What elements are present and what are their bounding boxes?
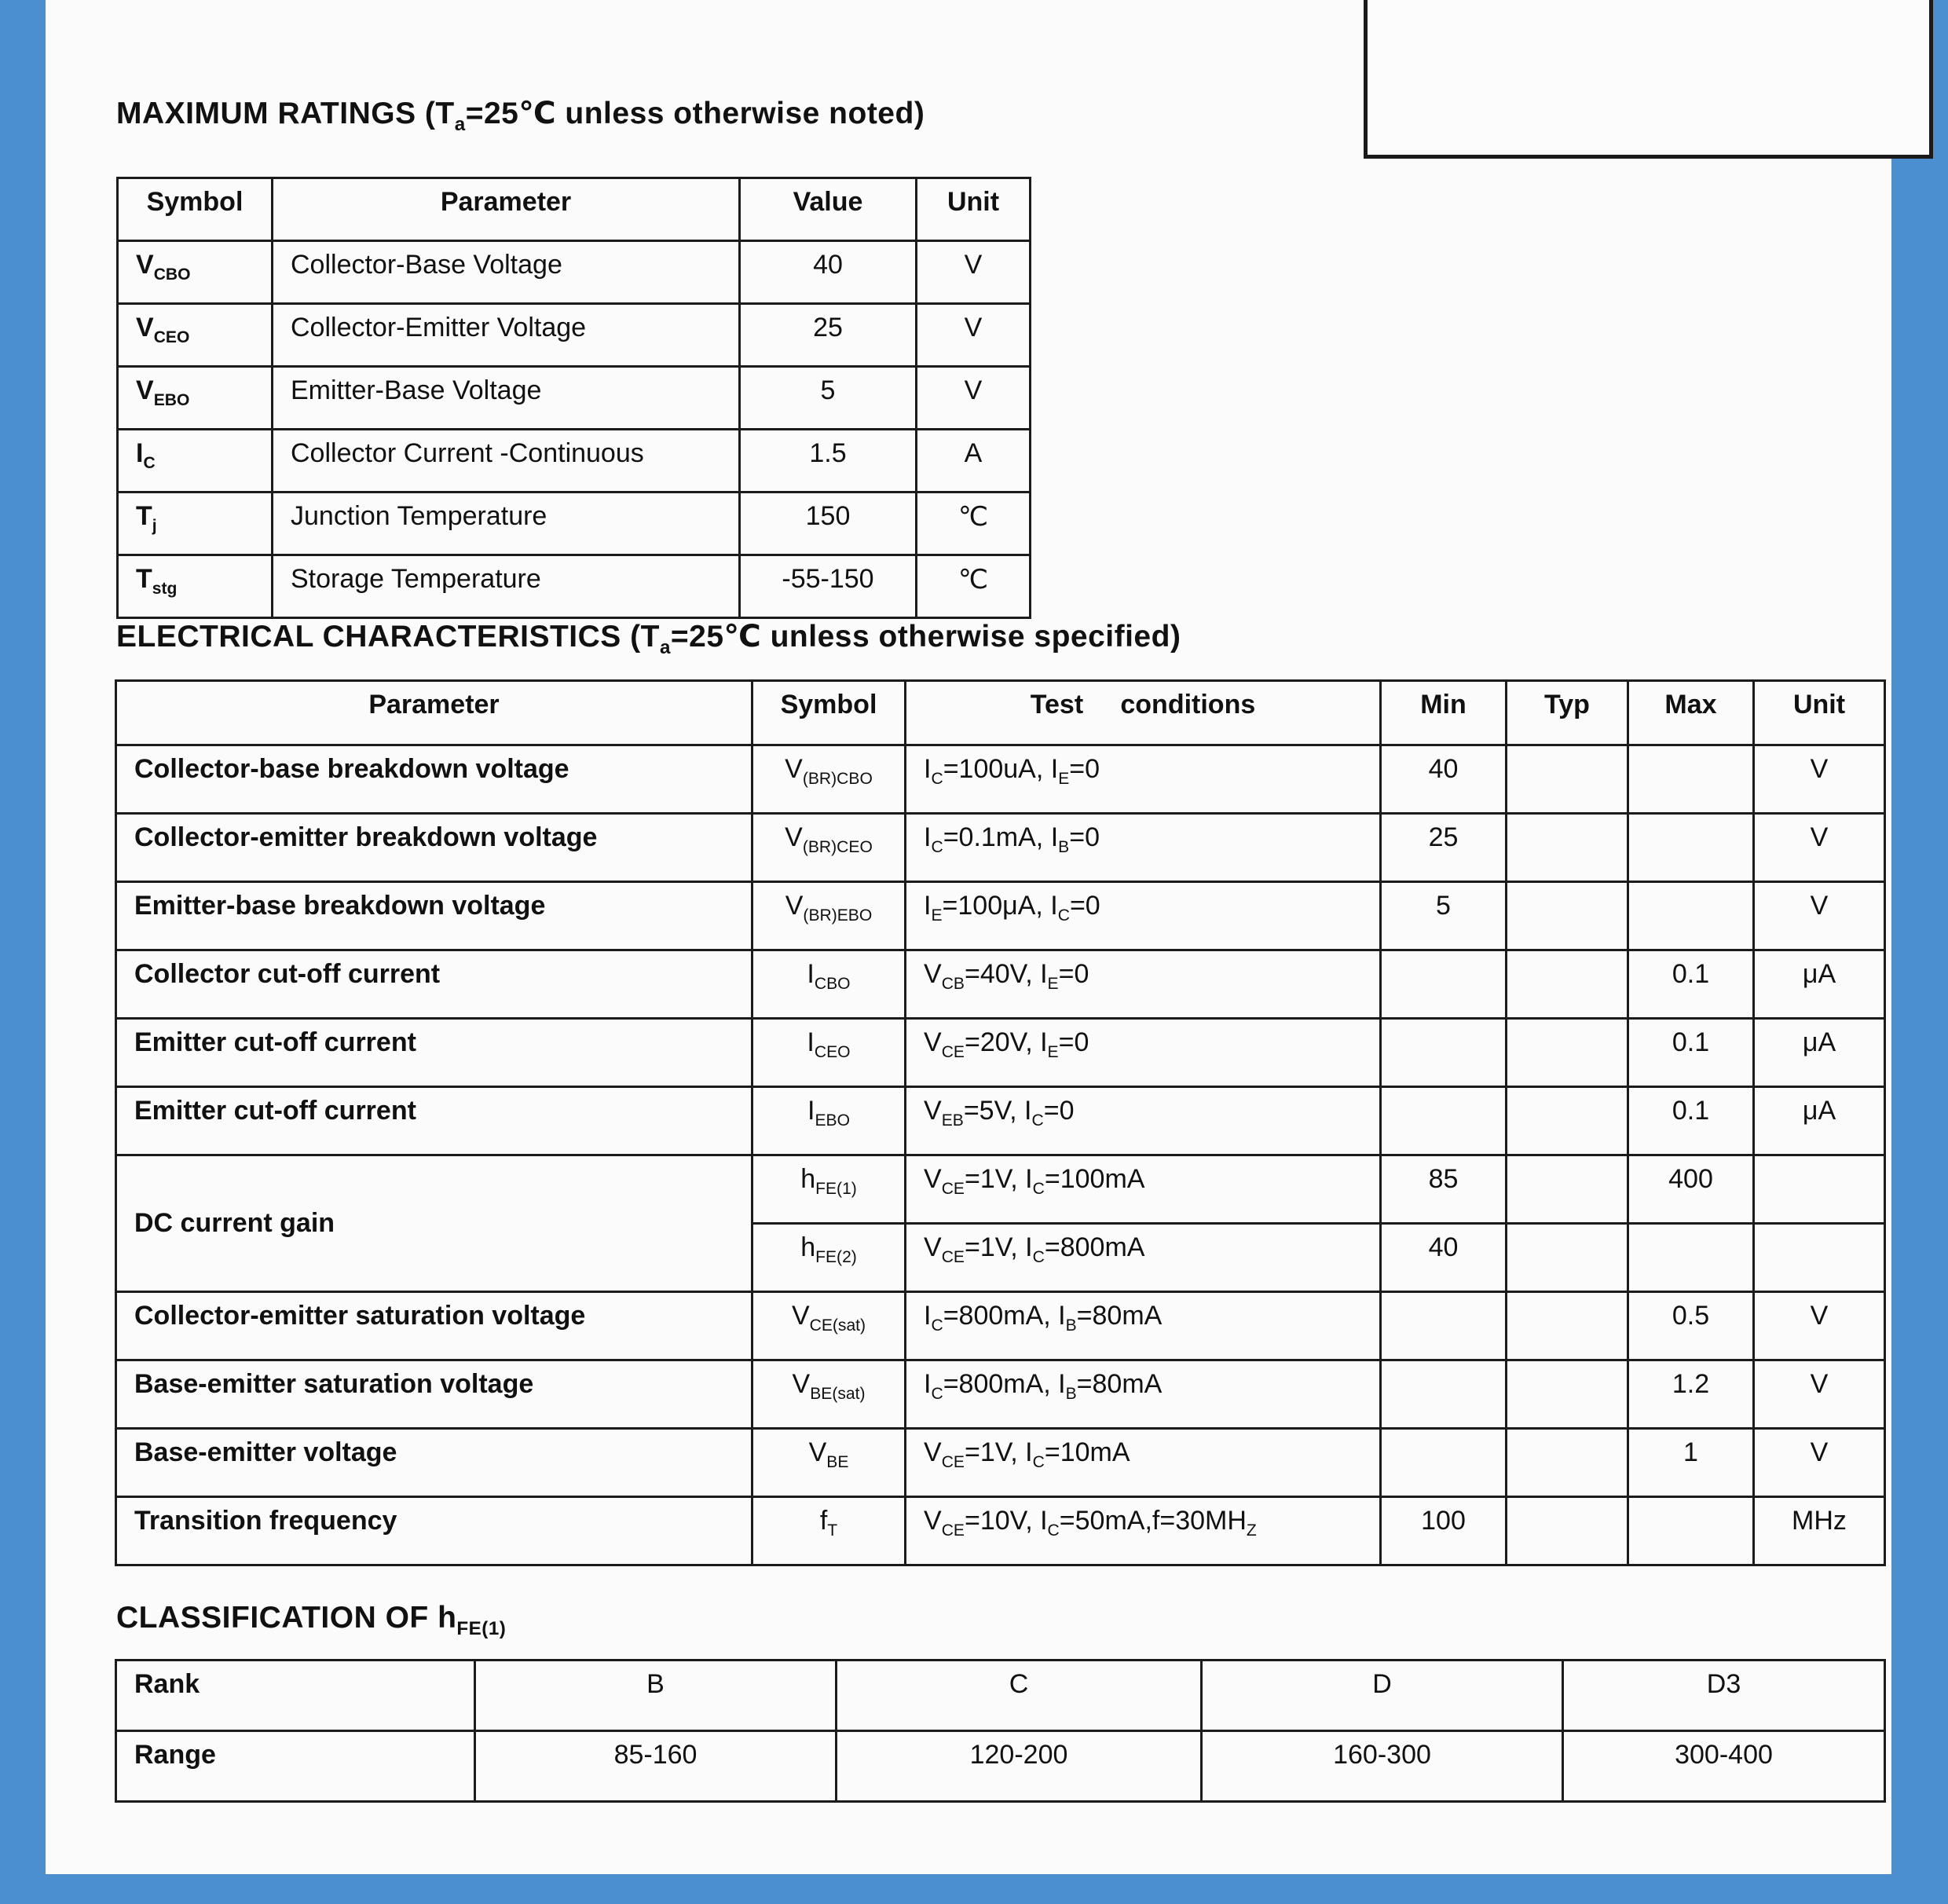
cell-symbol: $I_{CEO}$ bbox=[752, 1019, 906, 1087]
table-row bbox=[116, 1292, 1885, 1360]
cell-conditions: $V_{CB}=40V$, $I_E=0$ bbox=[906, 950, 1381, 1019]
cell-parameter: Emitter-base breakdown voltage bbox=[116, 882, 752, 950]
cell-max: 0.5 bbox=[1628, 1292, 1754, 1360]
cell-parameter: Base-emitter voltage bbox=[116, 1429, 752, 1497]
table-row bbox=[118, 430, 1031, 492]
cell-conditions: $I_C=800mA$, $I_B=80mA$ bbox=[906, 1292, 1381, 1360]
table-row bbox=[118, 304, 1031, 367]
header-value: Value bbox=[740, 178, 917, 241]
cell-unit: ℃ bbox=[917, 492, 1031, 555]
cell-min: 5 bbox=[1381, 882, 1507, 950]
cell-rank-label: Rank bbox=[116, 1661, 475, 1731]
cell-parameter: Collector Current -Continuous bbox=[273, 430, 740, 492]
cell-unit: μA bbox=[1754, 950, 1885, 1019]
cell-symbol: $T_{stg}$ bbox=[118, 555, 273, 618]
table-row bbox=[118, 555, 1031, 618]
cell-range: 300-400 bbox=[1563, 1731, 1885, 1802]
cell-max: 0.1 bbox=[1628, 1087, 1754, 1155]
cell-value: -55-150 bbox=[740, 555, 917, 618]
table-row bbox=[116, 1731, 1885, 1802]
cell-conditions: $V_{CE}=10V$, $I_C=50mA,f=30MH_Z$ bbox=[906, 1497, 1381, 1565]
cell-unit bbox=[1754, 1224, 1885, 1292]
cell-unit: V bbox=[1754, 1360, 1885, 1429]
cell-value: 25 bbox=[740, 304, 917, 367]
cell-parameter: Collector-Emitter Voltage bbox=[273, 304, 740, 367]
cell-min: 40 bbox=[1381, 1224, 1507, 1292]
cell-symbol: $V_{CE(sat)}$ bbox=[752, 1292, 906, 1360]
cell-typ bbox=[1507, 1429, 1628, 1497]
cell-symbol: $I_C$ bbox=[118, 430, 273, 492]
cell-unit bbox=[1754, 1155, 1885, 1224]
cell-parameter: Base-emitter saturation voltage bbox=[116, 1360, 752, 1429]
cell-unit: V bbox=[917, 367, 1031, 430]
cell-range: 85-160 bbox=[475, 1731, 837, 1802]
cell-max bbox=[1628, 1497, 1754, 1565]
cell-rank: D3 bbox=[1563, 1661, 1885, 1731]
table-row bbox=[116, 882, 1885, 950]
cell-unit: V bbox=[1754, 1429, 1885, 1497]
cell-min: 100 bbox=[1381, 1497, 1507, 1565]
cell-typ bbox=[1507, 1155, 1628, 1224]
cell-symbol: $h_{FE(1)}$ bbox=[752, 1155, 906, 1224]
cell-rank: B bbox=[475, 1661, 837, 1731]
table-row bbox=[116, 814, 1885, 882]
cell-range: 160-300 bbox=[1202, 1731, 1563, 1802]
cell-unit: V bbox=[917, 304, 1031, 367]
cell-parameter: Collector-emitter saturation voltage bbox=[116, 1292, 752, 1360]
electrical-characteristics-table bbox=[115, 679, 1886, 1566]
table-row bbox=[116, 1087, 1885, 1155]
cell-min bbox=[1381, 1429, 1507, 1497]
cell-symbol: $V_{(BR)EBO}$ bbox=[752, 882, 906, 950]
cell-symbol: $T_j$ bbox=[118, 492, 273, 555]
table-row bbox=[116, 1155, 1885, 1224]
cell-parameter: Collector cut-off current bbox=[116, 950, 752, 1019]
header-typ: Typ bbox=[1507, 681, 1628, 745]
table-row bbox=[118, 492, 1031, 555]
header-unit: Unit bbox=[1754, 681, 1885, 745]
cell-typ bbox=[1507, 1224, 1628, 1292]
cell-typ bbox=[1507, 882, 1628, 950]
cell-max bbox=[1628, 814, 1754, 882]
table-row bbox=[118, 241, 1031, 304]
header-unit: Unit bbox=[917, 178, 1031, 241]
cell-conditions: $V_{CE}=1V$, $I_C=100mA$ bbox=[906, 1155, 1381, 1224]
cell-parameter: Collector-base breakdown voltage bbox=[116, 745, 752, 814]
cell-rank: D bbox=[1202, 1661, 1563, 1731]
cell-unit: μA bbox=[1754, 1019, 1885, 1087]
header-max: Max bbox=[1628, 681, 1754, 745]
max-ratings-table bbox=[116, 177, 1031, 619]
cell-min: 25 bbox=[1381, 814, 1507, 882]
header-test-conditions: Test conditions bbox=[906, 681, 1381, 745]
cell-typ bbox=[1507, 745, 1628, 814]
table-row bbox=[116, 1661, 1885, 1731]
cell-symbol: $V_{EBO}$ bbox=[118, 367, 273, 430]
cell-unit: A bbox=[917, 430, 1031, 492]
cell-max: 400 bbox=[1628, 1155, 1754, 1224]
cell-conditions: $V_{CE}=1V$, $I_C=10mA$ bbox=[906, 1429, 1381, 1497]
table-row bbox=[116, 745, 1885, 814]
cell-parameter: Emitter cut-off current bbox=[116, 1087, 752, 1155]
classification-title: CLASSIFICATION OF $h_{FE(1)}$ bbox=[116, 1601, 507, 1639]
cell-symbol: $I_{EBO}$ bbox=[752, 1087, 906, 1155]
cell-max: 1.2 bbox=[1628, 1360, 1754, 1429]
cell-value: 1.5 bbox=[740, 430, 917, 492]
cell-unit: V bbox=[1754, 814, 1885, 882]
header-min: Min bbox=[1381, 681, 1507, 745]
cell-unit: V bbox=[1754, 882, 1885, 950]
cell-unit: V bbox=[917, 241, 1031, 304]
cell-range-label: Range bbox=[116, 1731, 475, 1802]
cell-max: 0.1 bbox=[1628, 1019, 1754, 1087]
header-parameter: Parameter bbox=[273, 178, 740, 241]
cell-unit: V bbox=[1754, 745, 1885, 814]
table-header-row bbox=[116, 681, 1885, 745]
table-row bbox=[116, 1019, 1885, 1087]
table-row bbox=[116, 1360, 1885, 1429]
cell-min bbox=[1381, 1019, 1507, 1087]
cell-value: 150 bbox=[740, 492, 917, 555]
cell-typ bbox=[1507, 950, 1628, 1019]
cell-max: 0.1 bbox=[1628, 950, 1754, 1019]
cell-max bbox=[1628, 882, 1754, 950]
cell-typ bbox=[1507, 1292, 1628, 1360]
cell-parameter: Junction Temperature bbox=[273, 492, 740, 555]
cell-conditions: $I_C=800mA$, $I_B=80mA$ bbox=[906, 1360, 1381, 1429]
cell-symbol: $V_{CEO}$ bbox=[118, 304, 273, 367]
cell-unit: V bbox=[1754, 1292, 1885, 1360]
cell-symbol: $V_{BE}$ bbox=[752, 1429, 906, 1497]
cell-min: 40 bbox=[1381, 745, 1507, 814]
cell-typ bbox=[1507, 1360, 1628, 1429]
cell-typ bbox=[1507, 1019, 1628, 1087]
cell-conditions: $I_C=0.1mA$, $I_B=0$ bbox=[906, 814, 1381, 882]
table-header-row bbox=[118, 178, 1031, 241]
cell-unit: ℃ bbox=[917, 555, 1031, 618]
cell-min bbox=[1381, 1087, 1507, 1155]
cell-parameter: Emitter cut-off current bbox=[116, 1019, 752, 1087]
table-row bbox=[116, 1429, 1885, 1497]
table-row bbox=[116, 950, 1885, 1019]
cell-typ bbox=[1507, 1497, 1628, 1565]
electrical-characteristics-title: ELECTRICAL CHARACTERISTICS ($T_a=25℃$ unless otherwise specified) bbox=[116, 620, 1181, 658]
table-row bbox=[116, 1497, 1885, 1565]
cell-symbol: $h_{FE(2)}$ bbox=[752, 1224, 906, 1292]
classification-table bbox=[115, 1659, 1886, 1803]
cell-parameter: Emitter-Base Voltage bbox=[273, 367, 740, 430]
cell-max: 1 bbox=[1628, 1429, 1754, 1497]
cell-conditions: $V_{CE}=1V$, $I_C=800mA$ bbox=[906, 1224, 1381, 1292]
cell-symbol: $I_{CBO}$ bbox=[752, 950, 906, 1019]
paper-sheet bbox=[46, 0, 1891, 1874]
cell-conditions: $V_{EB}=5V$, $I_C=0$ bbox=[906, 1087, 1381, 1155]
cell-min: 85 bbox=[1381, 1155, 1507, 1224]
table-row bbox=[118, 367, 1031, 430]
cell-conditions: $I_E=100\mu A$, $I_C=0$ bbox=[906, 882, 1381, 950]
max-ratings-title: MAXIMUM RATINGS ($T_a=25℃$ unless otherwise noted) bbox=[116, 97, 925, 135]
cell-symbol: $V_{(BR)CBO}$ bbox=[752, 745, 906, 814]
cell-unit: μA bbox=[1754, 1087, 1885, 1155]
cell-symbol: $V_{CBO}$ bbox=[118, 241, 273, 304]
cell-parameter: Collector-emitter breakdown voltage bbox=[116, 814, 752, 882]
header-symbol: Symbol bbox=[118, 178, 273, 241]
cell-parameter: Transition frequency bbox=[116, 1497, 752, 1565]
cell-max bbox=[1628, 745, 1754, 814]
cell-parameter: Storage Temperature bbox=[273, 555, 740, 618]
header-parameter: Parameter bbox=[116, 681, 752, 745]
cell-unit: MHz bbox=[1754, 1497, 1885, 1565]
cell-conditions: $V_{CE}=20V$, $I_E=0$ bbox=[906, 1019, 1381, 1087]
header-symbol: Symbol bbox=[752, 681, 906, 745]
cell-rank: C bbox=[837, 1661, 1202, 1731]
cell-min bbox=[1381, 950, 1507, 1019]
cell-range: 120-200 bbox=[837, 1731, 1202, 1802]
cell-value: 5 bbox=[740, 367, 917, 430]
cell-typ bbox=[1507, 1087, 1628, 1155]
cell-parameter: DC current gain bbox=[116, 1155, 752, 1292]
cell-parameter: Collector-Base Voltage bbox=[273, 241, 740, 304]
cell-min bbox=[1381, 1292, 1507, 1360]
cell-max bbox=[1628, 1224, 1754, 1292]
cell-typ bbox=[1507, 814, 1628, 882]
cell-symbol: $f_T$ bbox=[752, 1497, 906, 1565]
cell-value: 40 bbox=[740, 241, 917, 304]
cell-conditions: $I_C=100uA$, $I_E=0$ bbox=[906, 745, 1381, 814]
cell-min bbox=[1381, 1360, 1507, 1429]
cell-symbol: $V_{BE(sat)}$ bbox=[752, 1360, 906, 1429]
cell-symbol: $V_{(BR)CEO}$ bbox=[752, 814, 906, 882]
marking-box bbox=[1364, 0, 1933, 159]
